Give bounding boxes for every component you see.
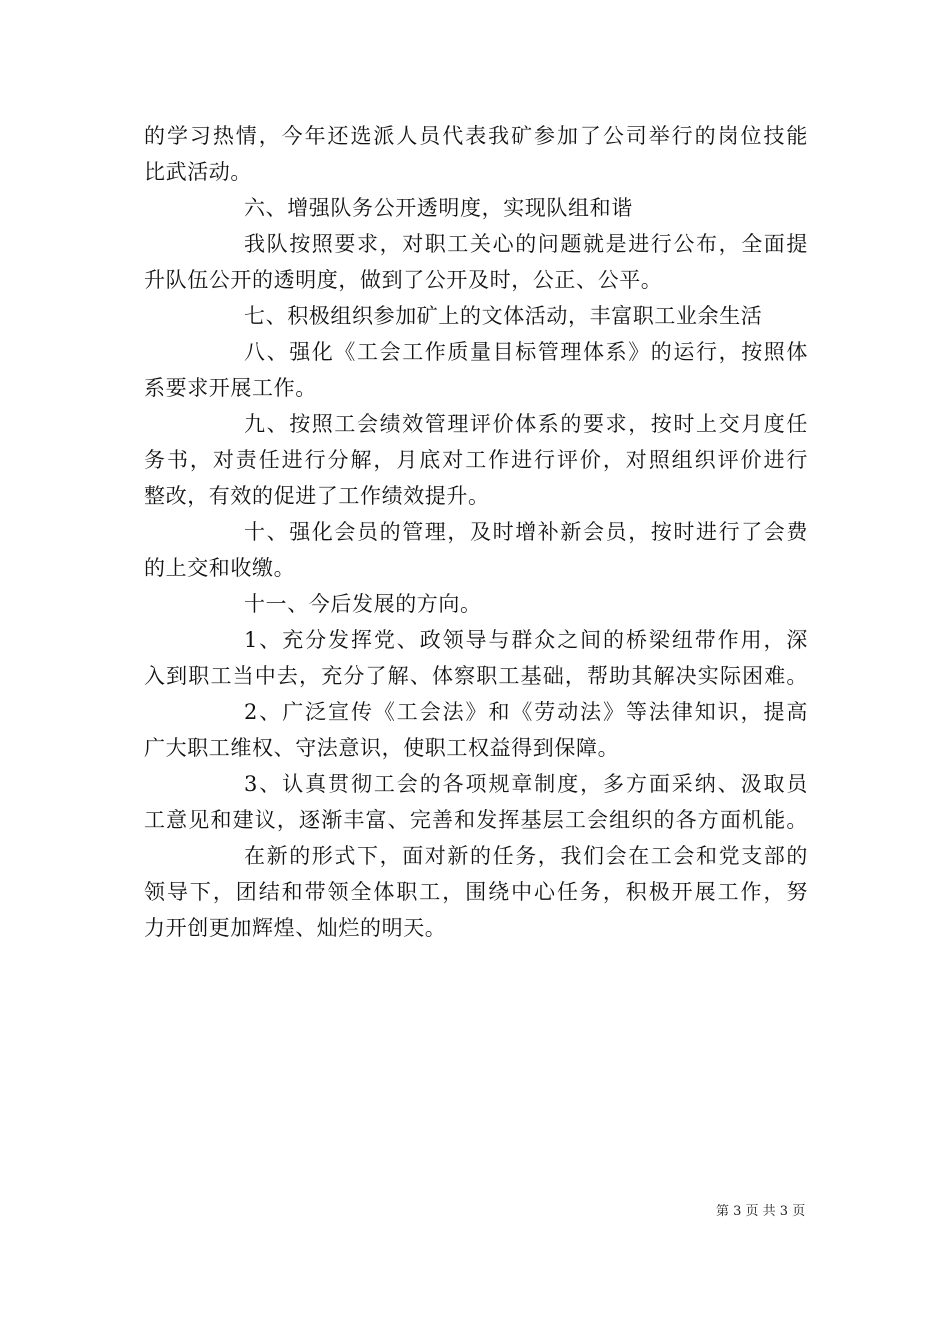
body-line: 入到职工当中去，充分了解、体察职工基础，帮助其解决实际困难。 [144, 664, 808, 688]
body-line: 的上交和收缴。 [144, 556, 296, 580]
list-item: 3、认真贯彻工会的各项规章制度，多方面采纳、汲取员 [244, 772, 808, 796]
body-line: 力开创更加辉煌、灿烂的明天。 [144, 916, 447, 940]
body-line: 系要求开展工作。 [144, 376, 317, 400]
section-heading: 九、按照工会绩效管理评价体系的要求，按时上交月度任 [244, 412, 808, 436]
body-line: 工意见和建议，逐渐丰富、完善和发挥基层工会组织的各方面机能。 [144, 808, 808, 832]
closing-paragraph: 在新的形式下，面对新的任务，我们会在工会和党支部的 [244, 844, 808, 868]
section-heading: 十、强化会员的管理，及时增补新会员，按时进行了会费 [244, 520, 808, 544]
body-line: 广大职工维权、守法意识，使职工权益得到保障。 [144, 736, 620, 760]
body-line: 务书，对责任进行分解，月底对工作进行评价，对照组织评价进行 [144, 448, 808, 472]
document-body [144, 118, 808, 946]
page-number: 第 3 页 共 3 页 [716, 1204, 806, 1219]
body-line: 领导下，团结和带领全体职工，围绕中心任务，积极开展工作，努 [144, 880, 808, 904]
list-item: 2、广泛宣传《工会法》和《劳动法》等法律知识，提高 [244, 700, 808, 724]
body-line: 我队按照要求，对职工关心的问题就是进行公布，全面提 [244, 232, 808, 256]
section-heading: 十一、今后发展的方向。 [244, 592, 482, 616]
body-line: 的学习热情，今年还选派人员代表我矿参加了公司举行的岗位技能 [144, 124, 808, 148]
section-heading: 七、积极组织参加矿上的文体活动，丰富职工业余生活 [244, 304, 763, 328]
section-heading: 八、强化《工会工作质量目标管理体系》的运行，按照体 [244, 340, 808, 364]
body-line: 比武活动。 [144, 160, 252, 184]
section-heading: 六、增强队务公开透明度，实现队组和谐 [244, 196, 633, 220]
body-line: 升队伍公开的透明度，做到了公开及时，公正、公平。 [144, 268, 663, 292]
list-item: 1、充分发挥党、政领导与群众之间的桥梁纽带作用，深 [244, 628, 808, 652]
body-line: 整改，有效的促进了工作绩效提升。 [144, 484, 490, 508]
